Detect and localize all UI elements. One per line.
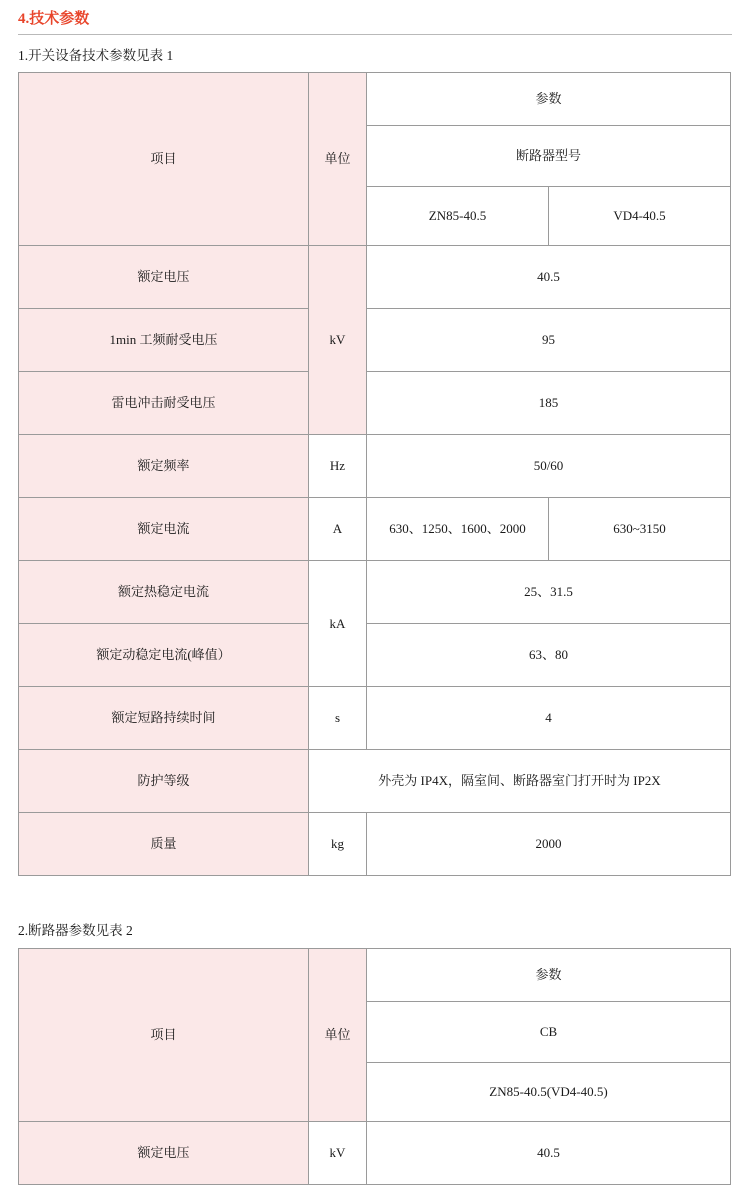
page-title: 4.技术参数 — [18, 10, 732, 35]
table-row — [19, 1122, 731, 1185]
row-label: 额定热稳定电流 — [19, 561, 309, 624]
switchgear-spec-table — [18, 72, 731, 876]
row-unit: kV — [309, 1122, 367, 1185]
row-value: 50/60 — [367, 435, 731, 498]
row-unit: s — [309, 687, 367, 750]
row-value: 95 — [367, 309, 731, 372]
header-item: 项目 — [19, 949, 309, 1122]
row-label: 质量 — [19, 813, 309, 876]
header-param: 参数 — [367, 73, 731, 126]
row-value: 25、31.5 — [367, 561, 731, 624]
table2-caption: 2.断路器参数见表 2 — [18, 923, 133, 939]
row-value: 2000 — [367, 813, 731, 876]
table-row — [19, 813, 731, 876]
header-item: 项目 — [19, 73, 309, 246]
header-param: 参数 — [367, 949, 731, 1002]
row-value: 185 — [367, 372, 731, 435]
row-value: 63、80 — [367, 624, 731, 687]
breaker-spec-table — [18, 948, 731, 1185]
row-label: 额定短路持续时间 — [19, 687, 309, 750]
table-row — [19, 561, 731, 624]
row-label: 1min 工频耐受电压 — [19, 309, 309, 372]
row-label: 额定电压 — [19, 246, 309, 309]
header-model: CB — [367, 1002, 731, 1063]
document-page — [0, 10, 750, 1161]
header-type: ZN85-40.5(VD4-40.5) — [367, 1063, 731, 1122]
row-unit: kA — [309, 561, 367, 687]
table-row — [19, 246, 731, 309]
header-unit: 单位 — [309, 73, 367, 246]
row-value-b: 630~3150 — [549, 498, 731, 561]
table-row — [19, 435, 731, 498]
row-value: 40.5 — [367, 1122, 731, 1185]
header-model: 断路器型号 — [367, 126, 731, 187]
row-label: 额定电压 — [19, 1122, 309, 1185]
row-value-a: 630、1250、1600、2000 — [367, 498, 549, 561]
table-row — [19, 372, 731, 435]
row-unit: A — [309, 498, 367, 561]
row-value: 外壳为 IP4X，隔室间、断路器室门打开时为 IP2X — [309, 750, 731, 813]
row-label: 额定频率 — [19, 435, 309, 498]
table-row — [19, 73, 731, 126]
header-type-a: ZN85-40.5 — [367, 187, 549, 246]
table-row — [19, 498, 731, 561]
table-row — [19, 687, 731, 750]
row-label: 额定动稳定电流(峰值） — [19, 624, 309, 687]
table-row — [19, 750, 731, 813]
row-value: 40.5 — [367, 246, 731, 309]
header-unit: 单位 — [309, 949, 367, 1122]
table-row — [19, 949, 731, 1002]
row-unit: kV — [309, 246, 367, 435]
row-label: 雷电冲击耐受电压 — [19, 372, 309, 435]
row-label: 额定电流 — [19, 498, 309, 561]
spacer — [18, 876, 732, 910]
row-label: 防护等级 — [19, 750, 309, 813]
table1-caption: 1.开关设备技术参数见表 1 — [18, 47, 174, 63]
header-type-b: VD4-40.5 — [549, 187, 731, 246]
row-value: 4 — [367, 687, 731, 750]
row-unit: kg — [309, 813, 367, 876]
row-unit: Hz — [309, 435, 367, 498]
table-row — [19, 309, 731, 372]
table-row — [19, 624, 731, 687]
